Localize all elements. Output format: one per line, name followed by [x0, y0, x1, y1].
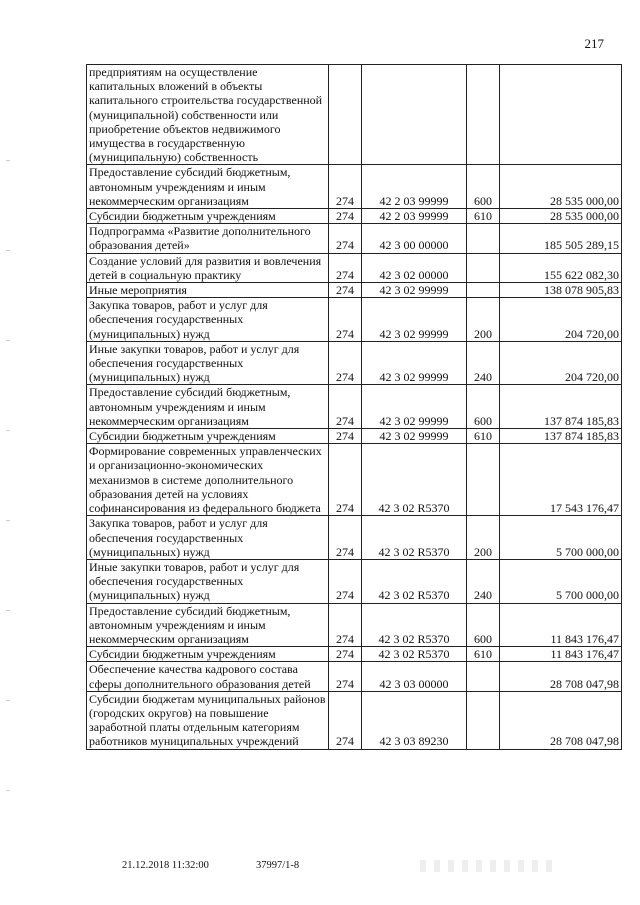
table-row — [87, 298, 622, 342]
cell-name: Субсидии бюджетам муниципальных районов (городских округов) на повышение заработной платы отдельным категориям работников муниципальных учреждений — [87, 691, 329, 749]
cell-code: 274 — [329, 385, 362, 429]
left-margin-specks — [6, 120, 10, 820]
cell-type: 200 — [467, 516, 500, 560]
table-row — [87, 603, 622, 647]
cell-article: 42 3 02 99999 — [362, 385, 467, 429]
cell-sum: 204 720,00 — [500, 341, 622, 385]
table-row — [87, 224, 622, 253]
cell-type — [467, 283, 500, 298]
cell-article: 42 3 02 R5370 — [362, 603, 467, 647]
footer-document-id: 37997/1-8 — [256, 860, 300, 871]
table-row — [87, 516, 622, 560]
cell-sum: 137 874 185,83 — [500, 429, 622, 444]
cell-type — [467, 253, 500, 282]
cell-code: 274 — [329, 559, 362, 603]
cell-code: 274 — [329, 444, 362, 516]
cell-article: 42 3 02 99999 — [362, 429, 467, 444]
cell-name: предприятиям на осуществление капитальных вложений в объекты капитального строительства государственной (муниципальной) собственности или приобретение объектов недвижимого имущества в государственную (муниципальную) собственность — [87, 65, 329, 165]
cell-article: 42 2 03 99999 — [362, 165, 467, 209]
table-row — [87, 165, 622, 209]
cell-article: 42 3 03 89230 — [362, 691, 467, 749]
budget-table — [86, 64, 622, 750]
cell-code: 274 — [329, 209, 362, 224]
cell-article: 42 3 02 R5370 — [362, 516, 467, 560]
cell-code: 274 — [329, 298, 362, 342]
cell-sum: 28 708 047,98 — [500, 662, 622, 691]
footer-date: 21.12.2018 11:32:00 — [122, 860, 209, 871]
cell-name: Закупка товаров, работ и услуг для обеспечения государственных (муниципальных) нужд — [87, 516, 329, 560]
cell-type — [467, 691, 500, 749]
cell-sum — [500, 65, 622, 165]
cell-name: Субсидии бюджетным учреждениям — [87, 429, 329, 444]
table-row — [87, 647, 622, 662]
table-row — [87, 691, 622, 749]
page-number: 217 — [584, 36, 604, 51]
cell-name: Иные мероприятия — [87, 283, 329, 298]
table-row — [87, 209, 622, 224]
cell-name: Субсидии бюджетным учреждениям — [87, 209, 329, 224]
cell-article: 42 3 02 99999 — [362, 298, 467, 342]
cell-name: Формирование современных управленческих и организационно-экономических механизмов в системе дополнительного образования детей на условиях софинансирования из федерального бюджета — [87, 444, 329, 516]
cell-article: 42 3 02 00000 — [362, 253, 467, 282]
cell-code: 274 — [329, 253, 362, 282]
cell-sum: 5 700 000,00 — [500, 516, 622, 560]
cell-code: 274 — [329, 341, 362, 385]
cell-article: 42 3 02 99999 — [362, 341, 467, 385]
cell-code: 274 — [329, 283, 362, 298]
cell-code: 274 — [329, 429, 362, 444]
cell-type: 600 — [467, 385, 500, 429]
cell-type: 200 — [467, 298, 500, 342]
cell-article: 42 2 03 99999 — [362, 209, 467, 224]
cell-sum: 11 843 176,47 — [500, 647, 622, 662]
cell-name: Закупка товаров, работ и услуг для обеспечения государственных (муниципальных) нужд — [87, 298, 329, 342]
cell-article: 42 3 02 R5370 — [362, 559, 467, 603]
cell-sum: 155 622 082,30 — [500, 253, 622, 282]
cell-name: Иные закупки товаров, работ и услуг для обеспечения государственных (муниципальных) нужд — [87, 559, 329, 603]
cell-type: 240 — [467, 559, 500, 603]
table-row — [87, 559, 622, 603]
table-row — [87, 341, 622, 385]
cell-type — [467, 662, 500, 691]
cell-code: 274 — [329, 691, 362, 749]
cell-name: Предоставление субсидий бюджетным, автономным учреждениям и иным некоммерческим организациям — [87, 165, 329, 209]
cell-code: 274 — [329, 224, 362, 253]
cell-type — [467, 65, 500, 165]
cell-code: 274 — [329, 662, 362, 691]
cell-name: Создание условий для развития и вовлечения детей в социальную практику — [87, 253, 329, 282]
table-row — [87, 662, 622, 691]
table-row — [87, 65, 622, 165]
cell-name: Подпрограмма «Развитие дополнительного образования детей» — [87, 224, 329, 253]
cell-code: 274 — [329, 603, 362, 647]
cell-name: Иные закупки товаров, работ и услуг для обеспечения государственных (муниципальных) нужд — [87, 341, 329, 385]
cell-type: 610 — [467, 429, 500, 444]
cell-code: 274 — [329, 516, 362, 560]
cell-article: 42 3 00 00000 — [362, 224, 467, 253]
cell-article: 42 3 02 R5370 — [362, 647, 467, 662]
cell-name: Субсидии бюджетным учреждениям — [87, 647, 329, 662]
cell-name: Предоставление субсидий бюджетным, автономным учреждениям и иным некоммерческим организациям — [87, 385, 329, 429]
cell-sum: 28 535 000,00 — [500, 209, 622, 224]
cell-article: 42 3 02 99999 — [362, 283, 467, 298]
table-row — [87, 283, 622, 298]
cell-name: Предоставление субсидий бюджетным, автономным учреждениям и иным некоммерческим организациям — [87, 603, 329, 647]
cell-sum: 5 700 000,00 — [500, 559, 622, 603]
cell-type: 240 — [467, 341, 500, 385]
cell-sum: 185 505 289,15 — [500, 224, 622, 253]
cell-article: 42 3 03 00000 — [362, 662, 467, 691]
cell-type — [467, 444, 500, 516]
table-row — [87, 444, 622, 516]
table-row — [87, 429, 622, 444]
cell-sum: 138 078 905,83 — [500, 283, 622, 298]
cell-code: 274 — [329, 647, 362, 662]
cell-sum: 28 708 047,98 — [500, 691, 622, 749]
cell-article — [362, 65, 467, 165]
cell-type: 610 — [467, 647, 500, 662]
cell-name: Обеспечение качества кадрового состава сферы дополнительного образования детей — [87, 662, 329, 691]
faint-scan-marks — [420, 860, 560, 872]
cell-code: 274 — [329, 165, 362, 209]
cell-sum: 28 535 000,00 — [500, 165, 622, 209]
cell-type: 600 — [467, 165, 500, 209]
cell-code — [329, 65, 362, 165]
table-row — [87, 385, 622, 429]
budget-table-body — [87, 65, 622, 750]
cell-sum: 17 543 176,47 — [500, 444, 622, 516]
cell-sum: 204 720,00 — [500, 298, 622, 342]
cell-sum: 11 843 176,47 — [500, 603, 622, 647]
cell-sum: 137 874 185,83 — [500, 385, 622, 429]
cell-article: 42 3 02 R5370 — [362, 444, 467, 516]
cell-type: 610 — [467, 209, 500, 224]
cell-type: 600 — [467, 603, 500, 647]
cell-type — [467, 224, 500, 253]
table-row — [87, 253, 622, 282]
